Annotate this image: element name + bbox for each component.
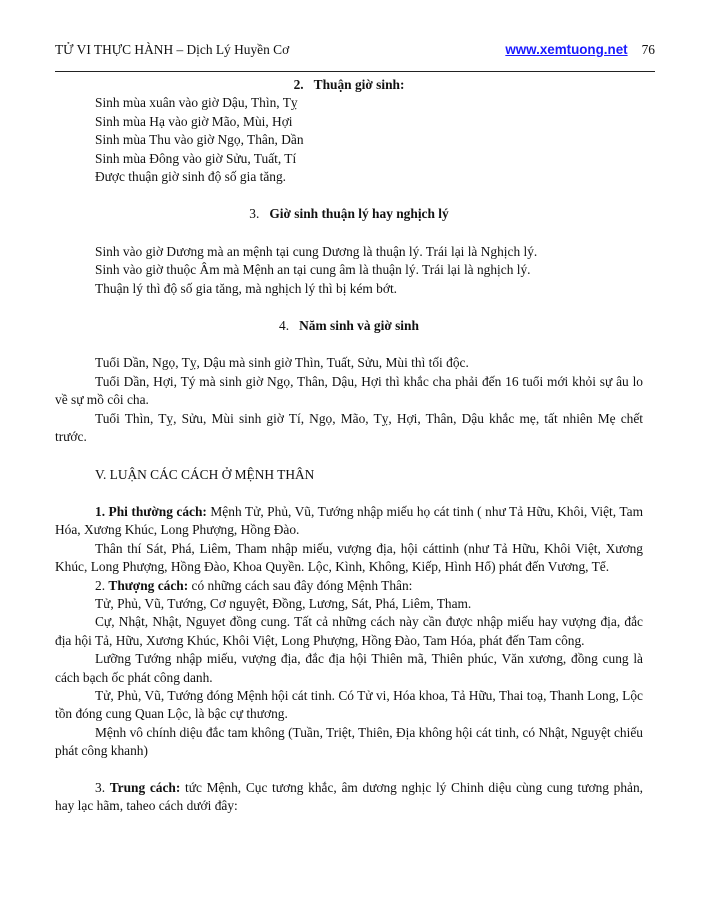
item3-paragraph: 3. Trung cách: tức Mệnh, Cục tương khắc, âm dương nghịc lý Chinh diệu cùng cung tương phản, hay lạc hãm, taheo cách dưới đây: [55, 779, 643, 813]
section-v-heading: V. LUẬN CÁC CÁCH Ở MỆNH THÂN [95, 466, 315, 482]
website-link[interactable]: www.xemtuong.net [505, 42, 628, 57]
header-right [505, 42, 655, 58]
section3-line: Sinh vào giờ Dương mà an mệnh tại cung Dương là thuận lý. Trái lại là Nghịch lý. [95, 243, 538, 259]
header-divider [55, 71, 655, 72]
section2-line: Sinh mùa Đông vào giờ Sửu, Tuất, Tí [95, 150, 297, 166]
item2-sub-paragraph: Tử, Phủ, Vũ, Tướng đóng Mệnh hội cát tinh. Có Tử vi, Hóa khoa, Tả Hữu, Thai toạ, Thanh Long, Lộc tồn đóng cung Quan Lộc, là bậc cự thương. [55, 687, 643, 722]
section4-paragraph: Tuổi Dần, Ngọ, Tỵ, Dậu mà sinh giờ Thìn, Tuất, Sửu, Mùi thì tối độc. [95, 355, 469, 371]
item2-label: Thượng cách: [108, 577, 189, 593]
page-number: 76 [641, 42, 655, 57]
section2-line: Sinh mùa Thu vào giờ Ngọ, Thân, Dần [95, 132, 304, 148]
item1-paragraph: 1. Phi thường cách: Mệnh Tử, Phủ, Vũ, Tướng nhập miếu họ cát tinh ( như Tả Hữu, Khôi, Việt, Tam Hóa, Xương Khúc, Long Phượng, Hồng Đào. [55, 503, 643, 538]
item1-label: 1. Phi thường cách: [95, 503, 207, 519]
item2-sub-paragraph: Mệnh vô chính diệu đắc tam không (Tuần, Triệt, Thiên, Địa không hội cát tinh, có Nhật, Nguyệt chiếu phát công khanh) [55, 724, 643, 759]
page-body [55, 76, 643, 815]
item3-label: Trung cách: [109, 779, 181, 795]
section2-heading: 2. Thuận giờ sinh: [293, 77, 405, 92]
item2-sub-paragraph: Tử, Phủ, Vũ, Tướng, Cơ nguyệt, Đồng, Lương, Sát, Phá, Liêm, Tham. [95, 595, 472, 611]
section4-paragraph: Tuổi Dần, Hợi, Tý mà sinh giờ Ngọ, Thân, Dậu, Hợi thì khắc cha phải đến 16 tuổi mới khỏi sự âu lo về sự mồ côi cha. [55, 373, 643, 408]
book-title: TỬ VI THỰC HÀNH – Dịch Lý Huyền Cơ [55, 42, 290, 57]
section3-heading: 3. Giờ sinh thuận lý hay nghịch lý [249, 206, 449, 222]
section4-heading: 4. Năm sinh và giờ sinh [279, 318, 419, 334]
section4-paragraph: Tuổi Thìn, Tỵ, Sửu, Mùi sinh giờ Tí, Ngọ, Mão, Tỵ, Hợi, Thân, Dậu khắc mẹ, tất nhiên Mẹ chết trước. [55, 410, 643, 445]
item2-paragraph: 2. Thượng cách: có những cách sau đây đóng Mệnh Thân: [95, 577, 413, 593]
section3-line: Thuận lý thì độ số gia tăng, mà nghịch lý thì bị kém bớt. [95, 280, 398, 296]
section2-line: Sinh mùa xuân vào giờ Dậu, Thìn, Tỵ [95, 95, 298, 111]
item2-sub-paragraph: Cự, Nhật, Nhật, Nguyet đồng cung. Tất cả những cách này cần được nhập miếu hay vượng địa, đắc địa hội Tả, Hữu, Xương Khúc, Khôi Việt, Long Phượng, Hồng Đào, Tam Hóa, phát đến Tam công. [55, 614, 643, 648]
item2-sub-paragraph: Lưỡng Tướng nhập miếu, vượng địa, đắc địa hội Thiên mã, Thiên phúc, Văn xương, đồng cung là cách bạch ốc phát công danh. [55, 651, 643, 685]
item1-paragraph-2: Thân thí Sát, Phá, Liêm, Tham nhập miếu, vượng địa, hội cáttinh (như Tả Hữu, Khôi Việt, Xương Khúc, Long Phượng, Hồng Đào, Khoa Quyền. Lộc, Kình, Không, Kiếp, Hình Hổ) phát đến Vương, Tể. [55, 540, 643, 575]
page-header [55, 42, 655, 62]
section2-line: Được thuận giờ sinh độ số gia tăng. [95, 169, 287, 185]
section2-line: Sinh mùa Hạ vào giờ Mão, Mùi, Hợi [95, 113, 293, 129]
section3-line: Sinh vào giờ thuộc Âm mà Mệnh an tại cung âm là thuận lý. Trái lại là nghịch lý. [95, 262, 531, 278]
